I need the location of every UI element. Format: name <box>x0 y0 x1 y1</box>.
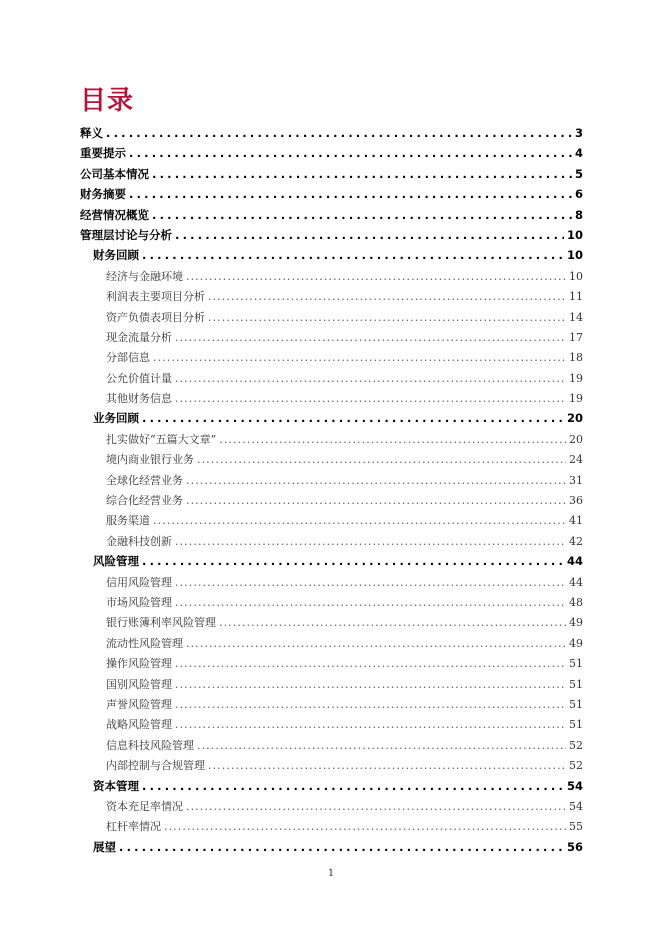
toc-dot-leader <box>197 739 566 752</box>
page-title: 目录 <box>80 86 135 116</box>
toc-dot-leader <box>164 820 566 833</box>
toc-entry-label[interactable]: 展望 <box>93 839 116 854</box>
toc-entry-page-number[interactable]: 42 <box>569 534 583 548</box>
toc-entry-label[interactable]: 操作风险管理 <box>106 657 172 671</box>
toc-entry-page-number[interactable]: 52 <box>569 759 583 773</box>
toc-entry[interactable] <box>80 309 583 329</box>
toc-entry-page-number[interactable]: 44 <box>569 575 583 589</box>
toc-dot-leader <box>119 840 564 854</box>
toc-entry-page-number[interactable]: 48 <box>569 595 583 609</box>
toc-entry[interactable] <box>80 594 583 614</box>
toc-dot-leader <box>186 270 566 283</box>
toc-entry-page-number[interactable]: 10 <box>569 269 583 283</box>
toc-entry-page-number[interactable]: 55 <box>569 820 583 834</box>
toc-dot-leader <box>106 126 572 140</box>
toc-entry-page-number[interactable]: 54 <box>566 778 583 793</box>
toc-dot-leader <box>153 351 566 364</box>
toc-entry-page-number[interactable]: 51 <box>569 657 583 671</box>
toc-entry-page-number[interactable]: 31 <box>569 473 583 487</box>
toc-entry-page-number[interactable]: 10 <box>566 248 583 263</box>
toc-entry-page-number[interactable]: 18 <box>569 351 583 365</box>
toc-entry-label[interactable]: 重要提示 <box>80 146 126 161</box>
toc-entry-page-number[interactable]: 19 <box>569 371 583 385</box>
toc-entry-page-number[interactable]: 17 <box>569 330 583 344</box>
toc-entry-page-number[interactable]: 49 <box>569 616 583 630</box>
toc-dot-leader <box>175 698 566 711</box>
toc-entry-label[interactable]: 经营情况概览 <box>80 207 149 222</box>
toc-dot-leader <box>175 228 564 242</box>
toc-dot-leader <box>142 554 564 568</box>
toc-entry-label[interactable]: 服务渠道 <box>106 514 150 528</box>
toc-entry[interactable] <box>80 716 583 736</box>
toc-entry-page-number[interactable]: 14 <box>569 310 583 324</box>
toc-entry-label[interactable]: 公允价值计量 <box>106 371 172 385</box>
toc-dot-leader <box>186 494 566 507</box>
page-number: 1 <box>327 868 335 879</box>
toc-dot-leader <box>142 248 564 262</box>
toc-entry[interactable] <box>80 349 583 369</box>
toc-entry[interactable] <box>80 533 583 553</box>
toc-dot-leader <box>208 290 566 303</box>
toc-entry-page-number[interactable]: 41 <box>569 514 583 528</box>
toc-entry[interactable] <box>80 839 583 859</box>
toc-entry-page-number[interactable]: 49 <box>569 636 583 650</box>
toc-entry-label[interactable]: 风险管理 <box>93 554 139 569</box>
toc-entry[interactable] <box>80 410 583 430</box>
toc-entry[interactable] <box>80 329 583 349</box>
toc-entry-label[interactable]: 资本充足率情况 <box>106 799 183 813</box>
toc-entry-page-number[interactable]: 8 <box>574 207 583 222</box>
toc-entry-label[interactable]: 全球化经营业务 <box>106 473 183 487</box>
toc-entry[interactable] <box>80 431 583 451</box>
toc-dot-leader <box>186 800 566 813</box>
toc-entry[interactable] <box>80 247 583 267</box>
toc-dot-leader <box>175 535 566 548</box>
toc-entry-page-number[interactable]: 3 <box>574 126 583 140</box>
toc-entry-page-number[interactable]: 36 <box>569 494 583 508</box>
toc-entry-label[interactable]: 其他财务信息 <box>106 392 172 406</box>
toc-entry-label[interactable]: 管理层讨论与分析 <box>80 227 172 242</box>
toc-entry[interactable] <box>80 757 583 777</box>
toc-entry[interactable] <box>80 574 583 594</box>
toc-entry-label[interactable]: 现金流量分析 <box>106 330 172 344</box>
toc-dot-leader <box>175 657 566 670</box>
toc-dot-leader <box>197 453 566 466</box>
toc-entry[interactable] <box>80 166 583 186</box>
toc-entry-page-number[interactable]: 56 <box>566 839 583 854</box>
toc-entry[interactable] <box>80 268 583 288</box>
toc-entry[interactable] <box>80 227 583 247</box>
toc-entry-label[interactable]: 释义 <box>80 126 103 140</box>
toc-entry[interactable] <box>80 451 583 471</box>
toc-entry-page-number[interactable]: 51 <box>569 718 583 732</box>
toc-entry[interactable] <box>80 370 583 390</box>
toc-entry[interactable] <box>80 696 583 716</box>
toc-entry-page-number[interactable]: 10 <box>566 227 583 242</box>
toc-dot-leader <box>175 678 566 691</box>
toc-entry-page-number[interactable]: 6 <box>574 187 583 202</box>
toc-entry-label[interactable]: 战略风险管理 <box>106 718 172 732</box>
toc-entry[interactable] <box>80 778 583 798</box>
toc-entry-page-number[interactable]: 51 <box>569 697 583 711</box>
toc-entry-label[interactable]: 流动性风险管理 <box>106 636 183 650</box>
toc-entry-page-number[interactable]: 24 <box>569 453 583 467</box>
toc-entry-label[interactable]: 境内商业银行业务 <box>106 453 194 467</box>
toc-dot-leader <box>153 514 566 527</box>
toc-entry-label[interactable]: 国别风险管理 <box>106 677 172 691</box>
toc-entry[interactable] <box>80 145 583 165</box>
toc-dot-leader <box>129 187 572 201</box>
toc-dot-leader <box>142 779 564 793</box>
table-of-contents <box>80 125 583 859</box>
toc-entry-label[interactable]: 财务回顾 <box>93 248 139 263</box>
toc-entry[interactable] <box>80 472 583 492</box>
toc-entry[interactable] <box>80 125 583 145</box>
toc-entry-label[interactable]: 财务摘要 <box>80 187 126 202</box>
toc-entry[interactable] <box>80 553 583 573</box>
toc-entry-label[interactable]: 市场风险管理 <box>106 595 172 609</box>
toc-entry-label[interactable]: 信息科技风险管理 <box>106 738 194 752</box>
toc-entry-label[interactable]: 金融科技创新 <box>106 534 172 548</box>
toc-entry[interactable] <box>80 635 583 655</box>
toc-dot-leader <box>208 759 566 772</box>
toc-entry-label[interactable]: 资产负债表项目分析 <box>106 310 205 324</box>
toc-entry-page-number[interactable]: 44 <box>566 554 583 569</box>
toc-dot-leader <box>152 208 572 222</box>
toc-entry-page-number[interactable]: 11 <box>569 290 583 304</box>
toc-entry-label[interactable]: 信用风险管理 <box>106 575 172 589</box>
toc-entry-page-number[interactable]: 19 <box>569 392 583 406</box>
toc-dot-leader <box>208 311 566 324</box>
toc-dot-leader <box>219 433 566 446</box>
toc-entry[interactable] <box>80 207 583 227</box>
toc-dot-leader <box>129 146 572 160</box>
toc-entry-label[interactable]: 扎实做好“五篇大文章” <box>106 432 217 446</box>
toc-dot-leader <box>175 596 566 609</box>
toc-entry-page-number[interactable]: 5 <box>574 166 583 181</box>
toc-entry-label[interactable]: 银行账簿利率风险管理 <box>106 616 216 630</box>
toc-entry[interactable] <box>80 186 583 206</box>
toc-entry-label[interactable]: 杠杆率情况 <box>106 820 161 834</box>
toc-entry-label[interactable]: 分部信息 <box>106 351 150 365</box>
toc-dot-leader <box>186 474 566 487</box>
toc-entry[interactable] <box>80 798 583 818</box>
toc-entry-label[interactable]: 声誉风险管理 <box>106 697 172 711</box>
toc-entry-label[interactable]: 利润表主要项目分析 <box>106 290 205 304</box>
toc-entry-label[interactable]: 内部控制与合规管理 <box>106 759 205 773</box>
toc-entry-page-number[interactable]: 54 <box>569 799 583 813</box>
toc-entry-label[interactable]: 综合化经营业务 <box>106 494 183 508</box>
toc-dot-leader <box>175 331 566 344</box>
toc-dot-leader <box>186 637 566 650</box>
toc-entry[interactable] <box>80 676 583 696</box>
toc-entry[interactable] <box>80 655 583 675</box>
toc-entry-label[interactable]: 公司基本情况 <box>80 166 149 181</box>
toc-entry[interactable] <box>80 818 583 838</box>
toc-entry-page-number[interactable]: 4 <box>574 146 583 161</box>
toc-entry[interactable] <box>80 512 583 532</box>
toc-dot-leader <box>219 616 566 629</box>
toc-entry-label[interactable]: 业务回顾 <box>93 411 139 426</box>
toc-dot-leader <box>175 718 566 731</box>
toc-entry[interactable] <box>80 614 583 634</box>
toc-dot-leader <box>152 167 572 181</box>
toc-entry[interactable] <box>80 288 583 308</box>
toc-entry-label[interactable]: 经济与金融环境 <box>106 269 183 283</box>
toc-entry[interactable] <box>80 390 583 410</box>
toc-dot-leader <box>142 411 564 425</box>
toc-entry[interactable] <box>80 737 583 757</box>
toc-dot-leader <box>175 576 566 589</box>
toc-entry-page-number[interactable]: 52 <box>569 738 583 752</box>
toc-entry-page-number[interactable]: 20 <box>569 432 583 446</box>
toc-dot-leader <box>175 392 566 405</box>
toc-entry-page-number[interactable]: 20 <box>566 411 583 426</box>
toc-dot-leader <box>175 372 566 385</box>
toc-entry-page-number[interactable]: 51 <box>569 677 583 691</box>
toc-entry[interactable] <box>80 492 583 512</box>
toc-entry-label[interactable]: 资本管理 <box>93 778 139 793</box>
